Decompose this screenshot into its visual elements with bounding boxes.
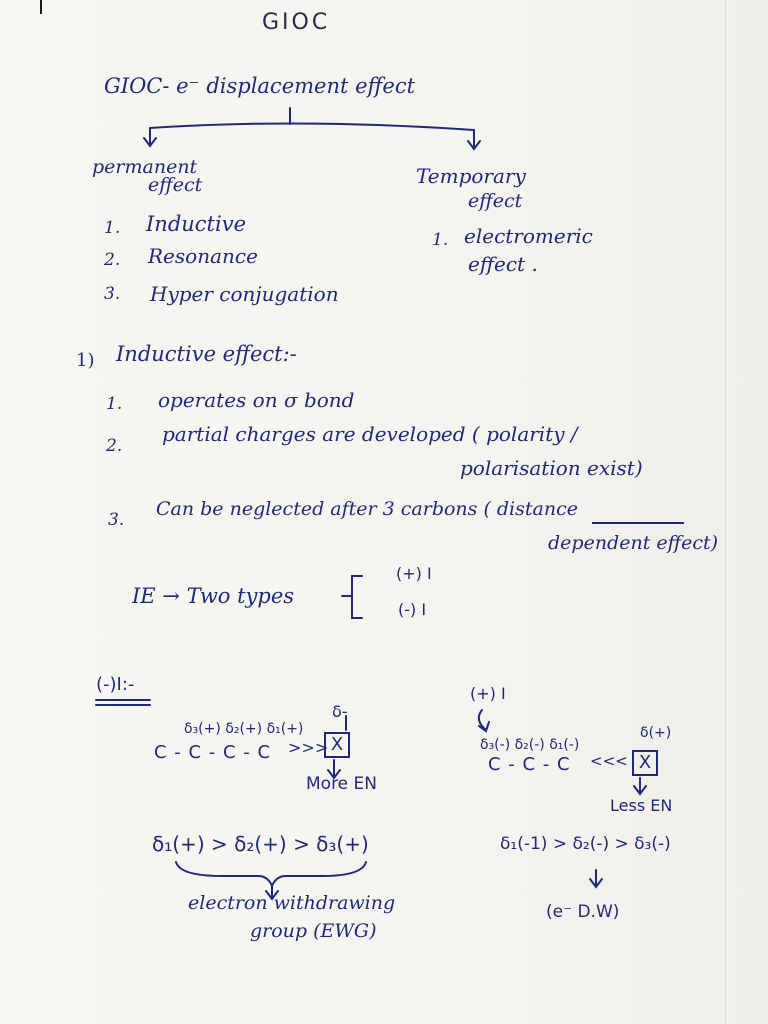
permanent-item-2: Resonance [148,244,258,268]
distance-underline [592,522,684,524]
point-num-1: 1. [106,394,123,414]
page-title: GIOC [262,10,331,35]
plus-i-less-en: Less EN [610,796,673,815]
minus-i-delta-x: δ- [332,702,348,721]
temporary-item-num-1: 1. [432,230,449,250]
point-2-text-cont: polarisation exist) [460,456,643,480]
plus-i-deltas: δ₃(-) δ₂(-) δ₁(-) [480,737,580,753]
point-num-3: 3. [108,510,125,530]
permanent-item-num-1: 1. [104,218,121,238]
permanent-item-num-2: 2. [104,250,121,270]
displacement-heading: GIOC- e⁻ displacement effect [104,74,416,98]
point-1-text: operates on σ bond [158,388,355,412]
ie-type-plus: (+) I [396,564,432,583]
point-3-text: Can be neglected after 3 carbons ( distance [156,498,578,520]
plus-i-delta-x: δ(+) [640,725,672,741]
minus-i-order: δ₁(+) > δ₂(+) > δ₃(+) [152,832,369,856]
ewg-line1: electron withdrawing [188,892,396,914]
plus-i-arrows: <<< [590,752,628,770]
plus-i-heading: (+) I [470,684,506,703]
temporary-label: Temporary [416,164,526,188]
ie-types-label: IE → Two types [132,584,295,608]
temporary-label-effect: effect [468,190,523,212]
plus-i-x-box: X [632,750,658,776]
permanent-label: permanent [92,156,198,178]
permanent-item-3: Hyper conjugation [150,282,339,306]
minus-i-chain: C - C - C - C [154,742,272,763]
inductive-heading: Inductive effect:- [116,342,297,366]
permanent-label-effect: effect [148,174,203,196]
minus-i-deltas: δ₃(+) δ₂(+) δ₁(+) [184,721,304,737]
permanent-item-num-3: 3. [104,284,121,304]
point-2-text: partial charges are developed ( polarity / [162,422,578,446]
point-3-text-cont: dependent effect) [548,532,719,554]
minus-i-heading: (-)I:- [96,674,135,695]
minus-i-arrows: >>> [288,738,329,757]
plus-i-order: δ₁(-1) > δ₂(-) > δ₃(-) [500,834,671,854]
temporary-item-1-effect: effect . [468,252,538,276]
point-num-2: 2. [106,436,123,456]
minus-i-more-en: More EN [306,774,378,794]
ie-type-minus: (-) I [398,600,427,619]
ewg-line2: group (EWG) [250,920,377,942]
temporary-item-1: electromeric [464,224,593,248]
minus-i-x-box: X [324,732,350,758]
plus-i-chain: C - C - C [488,754,571,775]
plus-i-result: (e⁻ D.W) [546,902,620,922]
permanent-item-1: Inductive [146,212,246,236]
section-number: 1) [76,350,95,371]
